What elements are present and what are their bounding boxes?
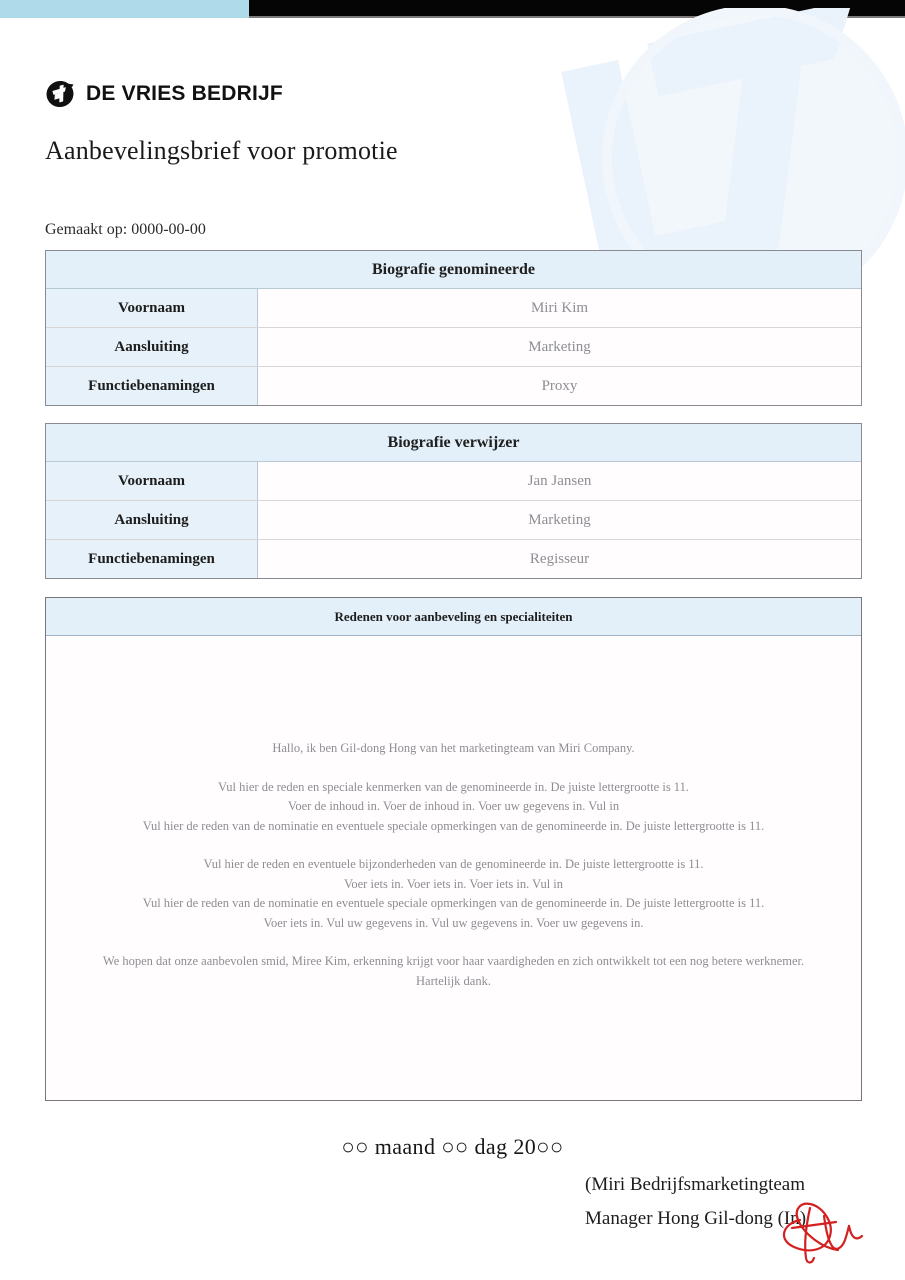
row-value[interactable]: Proxy xyxy=(258,367,861,405)
paragraph-spacer xyxy=(46,933,861,952)
row-value[interactable]: Marketing xyxy=(258,328,861,366)
reasons-paragraph-1-line-1: Vul hier de reden en speciale kenmerken van de genomineerde in. De juiste lettergrootte is 11. xyxy=(218,779,689,794)
row-label: Functiebenamingen xyxy=(46,540,258,578)
reasons-paragraph-2-line-1: Vul hier de reden en eventuele bijzonderheden van de genomineerde in. De juiste lettergrootte is 11. xyxy=(203,857,704,871)
row-label: Functiebenamingen xyxy=(46,367,258,405)
table-row xyxy=(46,367,861,405)
table-row xyxy=(46,540,861,578)
reasons-paragraph-3-line-1: We hopen dat onze aanbevolen smid, Miree Kim, erkenning krijgt voor haar vaardigheden en zich ontwikkelt tot een nog betere werknemer. xyxy=(102,954,805,968)
signature-block xyxy=(585,1168,806,1236)
brand-name: DE VRIES BEDRIJF xyxy=(86,81,283,105)
referrer-bio-table xyxy=(45,423,862,579)
row-label: Voornaam xyxy=(46,462,258,500)
page-title: Aanbevelingsbrief voor promotie xyxy=(45,136,398,165)
reasons-greeting-line: Hallo, ik ben Gil-dong Hong van het marketingteam van Miri Company. xyxy=(272,741,635,755)
reasons-paragraph-2-line-3: Vul hier de reden van de nominatie en eventuele speciale opmerkingen van de genomineerde in. De juiste lettergrootte is 11. xyxy=(142,896,765,910)
row-label: Aansluiting xyxy=(46,501,258,539)
signer-name-line: Manager Hong Gil-dong (In) xyxy=(585,1208,807,1229)
reasons-paragraph-2-line-4: Voer iets in. Vul uw gegevens in. Vul uw gegevens in. Voer uw gegevens in. xyxy=(263,915,644,930)
reasons-paragraph-1-line-2: Voer de inhoud in. Voer de inhoud in. Voer uw gegevens in. Vul in xyxy=(287,799,620,813)
company-monogram-logo-icon xyxy=(45,79,77,108)
row-label: Voornaam xyxy=(46,289,258,327)
nominee-bio-table-header: Biografie genomineerde xyxy=(46,251,861,289)
table-row xyxy=(46,462,861,501)
paragraph-spacer xyxy=(46,836,861,855)
reasons-box-body[interactable] xyxy=(46,636,861,991)
reasons-paragraph-3-line-2: Hartelijk dank. xyxy=(416,973,491,988)
signature-date-line[interactable]: ○○ maand ○○ dag 20○○ xyxy=(341,1134,564,1159)
referrer-bio-table-header: Biografie verwijzer xyxy=(46,424,861,462)
reasons-box-header: Redenen voor aanbeveling en specialiteiten xyxy=(46,598,861,636)
created-date-label: Gemaakt op: 0000-00-00 xyxy=(45,221,206,238)
row-label: Aansluiting xyxy=(46,328,258,366)
row-value[interactable]: Jan Jansen xyxy=(258,462,861,500)
reasons-paragraph-2 xyxy=(46,855,861,933)
table-row xyxy=(46,289,861,328)
reasons-paragraph-1-line-3: Vul hier de reden van de nominatie en eventuele speciale opmerkingen van de genomineerde in. De juiste lettergrootte is 11. xyxy=(142,818,765,833)
reasons-paragraph-1 xyxy=(46,778,861,837)
reasons-box xyxy=(45,597,862,1101)
row-value[interactable]: Marketing xyxy=(258,501,861,539)
row-value[interactable]: Regisseur xyxy=(258,540,861,578)
reasons-paragraph-2-line-2: Voer iets in. Voer iets in. Voer iets in. Vul in xyxy=(343,876,564,891)
letterhead xyxy=(45,79,283,108)
table-row xyxy=(46,328,861,367)
reasons-paragraph-3 xyxy=(46,952,861,991)
reasons-greeting xyxy=(46,739,861,759)
signer-team-line: (Miri Bedrijfsmarketingteam xyxy=(585,1174,806,1195)
nominee-bio-table xyxy=(45,250,862,406)
table-row xyxy=(46,501,861,540)
paragraph-spacer xyxy=(46,759,861,778)
row-value[interactable]: Miri Kim xyxy=(258,289,861,327)
